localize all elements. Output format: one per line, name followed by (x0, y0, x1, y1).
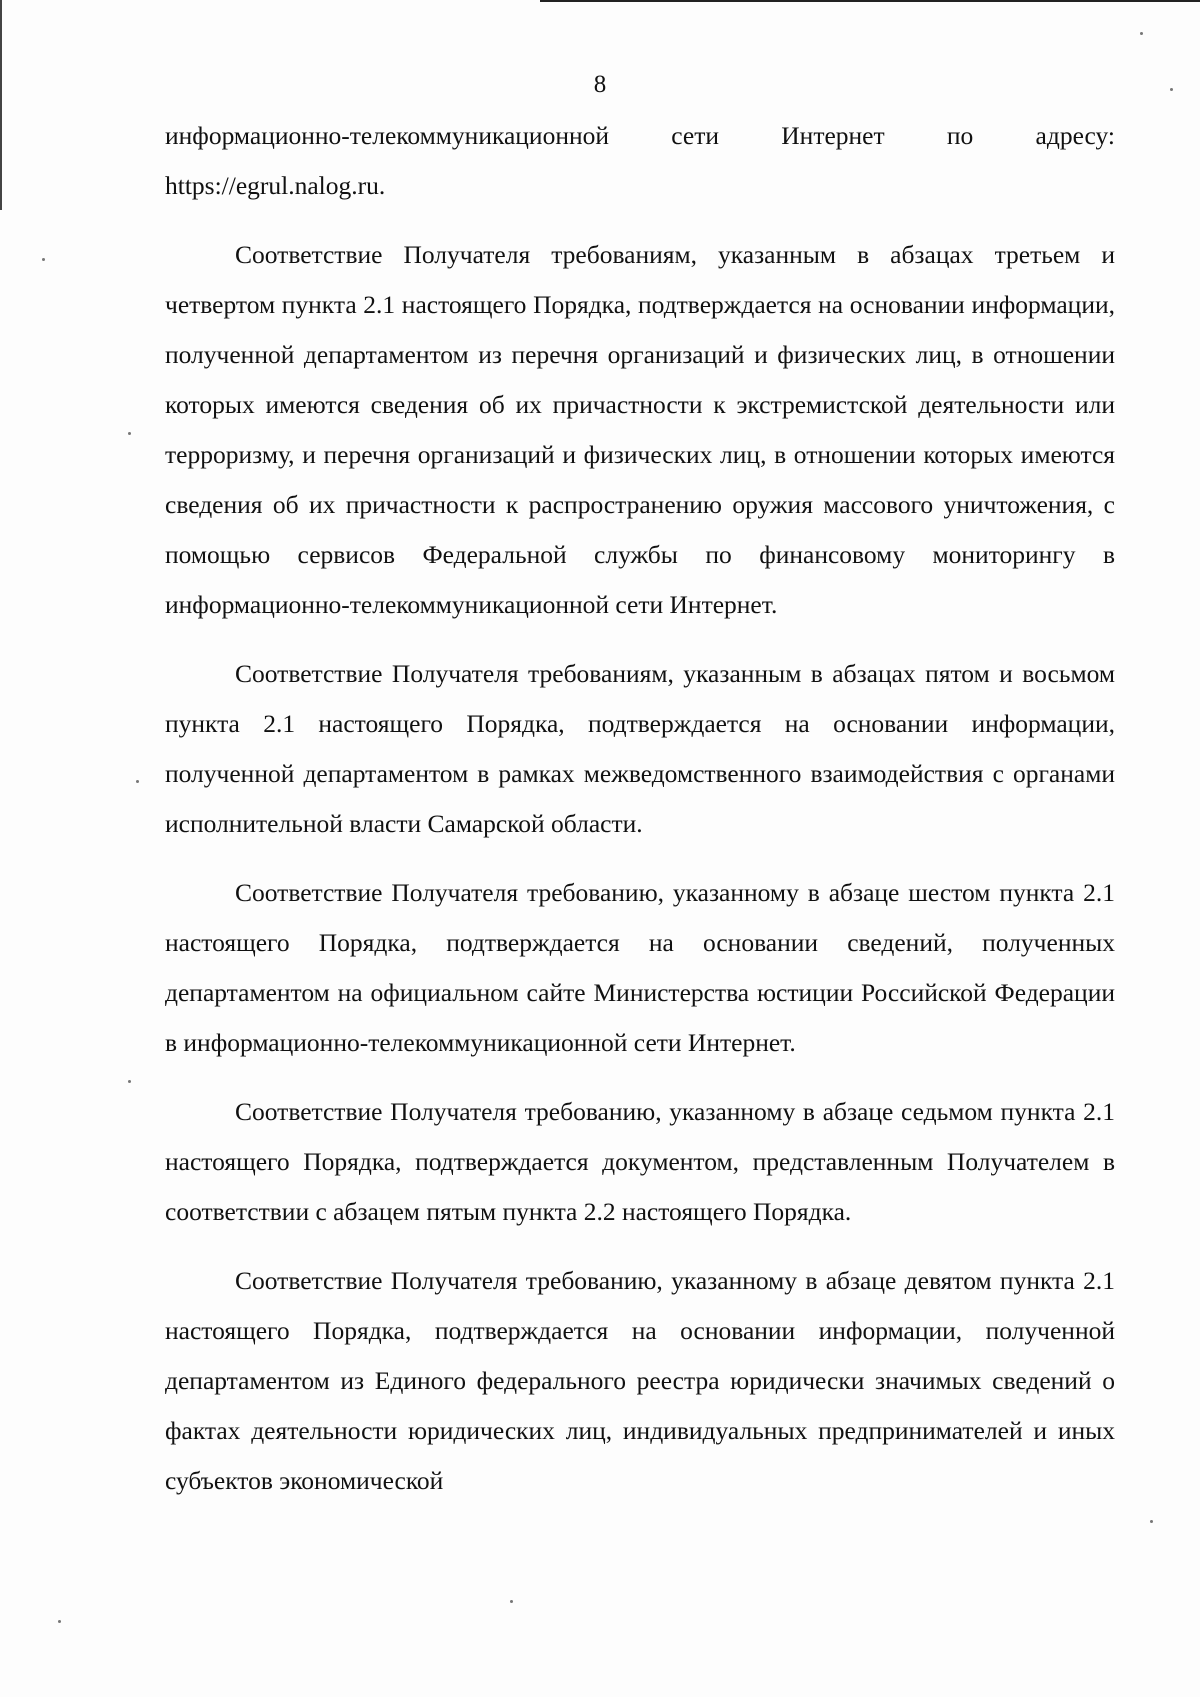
scan-speck (1140, 32, 1143, 35)
scan-speck (1170, 88, 1173, 91)
paragraph-3: Соответствие Получателя требованиям, указанным в абзацах пятом и восьмом пункта 2.1 настоящего Порядка, подтверждается на основании информации, полученной департаментом в рамках межведомственного взаимодействия с органами исполнительной власти Самарской области. (165, 659, 1115, 838)
scan-speck (136, 780, 139, 783)
scan-speck (128, 432, 131, 435)
scan-speck (1150, 1520, 1153, 1523)
scan-left-edge-line (0, 0, 2, 210)
paragraph-6: Соответствие Получателя требованию, указанному в абзаце девятом пункта 2.1 настоящего Порядка, подтверждается на основании информации, полученной департаментом из Единого федерального реестра юридически значимых сведений о фактах деятельности юридических лиц, индивидуальных предпринимателей и иных субъектов экономической (165, 1266, 1115, 1495)
page-number: 8 (593, 71, 607, 98)
scan-speck (42, 258, 45, 261)
paragraph-2: Соответствие Получателя требованиям, указанным в абзацах третьем и четвертом пункта 2.1 настоящего Порядка, подтверждается на основании информации, полученной департаментом из перечня организаций и физических лиц, в отношении которых имеются сведения об их причастности к экстремистской деятельности или терроризму, и перечня организаций и физических лиц, в отношении которых имеются сведения об их причастности к распространению оружия массового уничтожения, с помощью сервисов Федеральной службы по финансовому мониторингу в информационно-телекоммуникационной сети Интернет. (165, 240, 1115, 619)
scan-speck (128, 1080, 131, 1083)
scan-top-edge-line (540, 0, 1200, 2)
scan-speck (510, 1600, 513, 1603)
paragraph-5: Соответствие Получателя требованию, указанному в абзаце седьмом пункта 2.1 настоящего Порядка, подтверждается документом, представленным Получателем в соответствии с абзацем пятым пункта 2.2 настоящего Порядка. (165, 1097, 1115, 1226)
document-body (165, 111, 1115, 1506)
paragraph-4: Соответствие Получателя требованию, указанному в абзаце шестом пункта 2.1 настоящего Порядка, подтверждается на основании сведений, полученных департаментом на официальном сайте Министерства юстиции Российской Федерации в информационно-телекоммуникационной сети Интернет. (165, 878, 1115, 1057)
scan-speck (58, 1620, 61, 1623)
paragraph-1: информационно-телекоммуникационной сети Интернет по адресу: https://egrul.nalog.ru. (165, 121, 1115, 200)
